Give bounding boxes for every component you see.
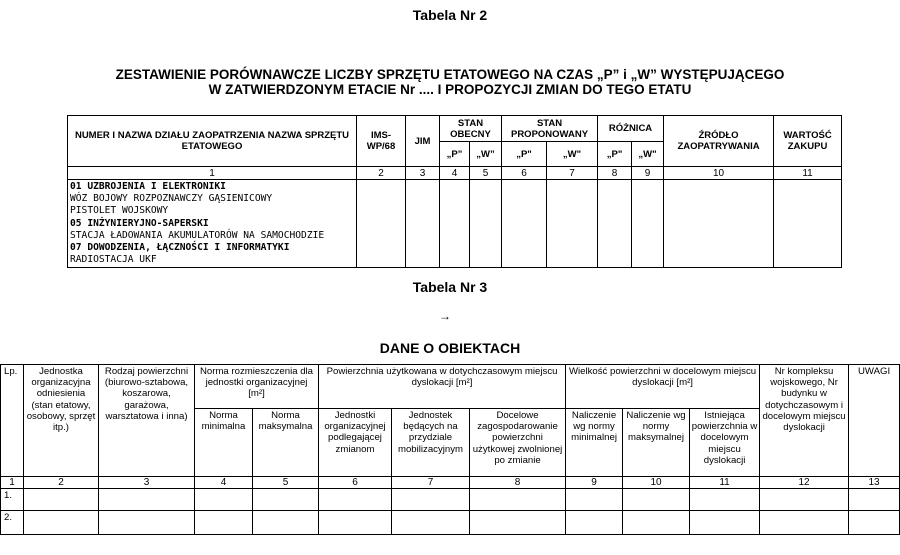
t3-colnum: 10 [623,477,690,489]
t2-header-roznica: RÓŻNICA [598,116,664,142]
t3-colnum: 3 [99,477,195,489]
t3-header-rodzaj: Rodzaj powierzchni (biurowo-sztabowa, koszarowa, garażowa, warsztatowa i inna) [99,365,195,477]
t2-cell [406,180,440,268]
t3-header-nal-max: Naliczenie wg normy maksymalnej [623,409,690,477]
t2-cell [664,180,774,268]
t2-header-w3: „W" [632,142,664,167]
t3-cell [690,489,760,511]
t3-colnum: 7 [392,477,470,489]
t3-header-nal-min: Naliczenie wg normy minimalnej [566,409,623,477]
t2-header-ims: IMS-WP/68 [357,116,406,167]
t2-cell [502,180,547,268]
t2-cell [598,180,632,268]
t3-cell [195,489,253,511]
t2-cell [470,180,502,268]
t3-header-jedn-mob: Jednostek będących na przydziale mobilizacyjnym [392,409,470,477]
table2 [67,115,842,268]
t3-header-lp: Lp. [1,365,24,477]
t2-colnum: 7 [547,167,598,180]
table3-title: Tabela Nr 3 [412,279,488,295]
t3-header-norma: Norma rozmieszczenia dla jednostki organizacyjnej [m²] [195,365,319,409]
t2-equipment-item: PISTOLET WOJSKOWY [70,205,169,217]
t3-cell [760,489,849,511]
t3-cell [99,511,195,535]
t3-colnum: 2 [24,477,99,489]
t3-cell [623,511,690,535]
t2-cell [632,180,664,268]
t2-header-stan-obecny: STAN OBECNY [440,116,502,142]
t3-colnum: 11 [690,477,760,489]
t3-cell [392,489,470,511]
table2-heading-line1: ZESTAWIENIE PORÓWNAWCZE LICZBY SPRZĘTU ETATOWEGO NA CZAS „P” i „W” WYSTĘPUJĄCEGO [115,67,785,82]
table2-title: Tabela Nr 2 [412,7,488,23]
t3-header-pow-dotychczas: Powierzchnia użytkowana w dotychczasowym miejscu dyslokacji [m²] [319,365,566,409]
t3-header-jedn-org: Jednostki organizacyjnej podlegającej zmianom [319,409,392,477]
t3-row-number: 1. [1,489,24,511]
t3-cell [623,489,690,511]
t3-header-jednostka: Jednostka organizacyjna odniesienia (stan etatowy, osobowy, sprzęt itp.) [24,365,99,477]
t3-cell [24,489,99,511]
t3-cell [319,511,392,535]
t2-header-w1: „W” [470,142,502,167]
t3-header-nr-kompleksu: Nr kompleksu wojskowego, Nr budynku w dotychczasowym i docelowym miejscu dyslokacji [760,365,849,477]
t3-colnum: 1 [1,477,24,489]
t2-section-item: 07 DOWODZENIA, ŁĄCZNOŚCI I INFORMATYKI [70,242,290,254]
t3-cell [470,511,566,535]
t3-cell [849,489,900,511]
t2-header-jim: JIM [406,116,440,167]
t3-cell [319,489,392,511]
t2-section-item: 05 INŻYNIERYJNO-SAPERSKI [70,217,209,229]
t2-colnum: 6 [502,167,547,180]
t2-equipment-item: STACJA ŁADOWANIA AKUMULATORÓW NA SAMOCHODZIE [70,229,325,241]
t2-equipment-item: RADIOSTACJA UKF [70,254,157,266]
t2-header-zrodlo: ŹRÓDŁO ZAOPATRYWANIA [664,116,774,167]
table2-heading-line2: W ZATWIERDZONYM ETACIE Nr .... I PROPOZYCJI ZMIAN DO TEGO ETATU [208,82,692,97]
t3-colnum: 9 [566,477,623,489]
t2-colnum: 4 [440,167,470,180]
t2-header-w2: „W" [547,142,598,167]
t2-cell [440,180,470,268]
t3-cell [566,489,623,511]
t2-section-item: 01 UZBROJENIA I ELEKTRONIKI [70,181,226,192]
t3-colnum: 5 [253,477,319,489]
t3-cell [470,489,566,511]
t2-header-p1: „P” [440,142,470,167]
t3-header-uwagi: UWAGI [849,365,900,477]
table2-heading [60,67,840,97]
t2-header-p3: „P" [598,142,632,167]
table3 [0,364,900,535]
t3-cell [760,511,849,535]
table-row [1,489,900,511]
t2-cell [774,180,842,268]
t3-header-norma-min: Norma minimalna [195,409,253,477]
t2-equipment-list [68,180,357,268]
t3-cell [99,489,195,511]
t3-colnum: 6 [319,477,392,489]
t3-cell [392,511,470,535]
table-row [1,511,900,535]
t2-colnum: 1 [68,167,357,180]
t2-cell [547,180,598,268]
t3-cell [849,511,900,535]
t3-header-wielkosc: Wielkość powierzchni w docelowym miejscu dyslokacji [m²] [566,365,760,409]
t2-colnum: 10 [664,167,774,180]
table3-heading: DANE O OBIEKTACH [379,340,521,356]
t3-cell [566,511,623,535]
t2-colnum: 9 [632,167,664,180]
t3-header-docelowe: Docelowe zagospodarowanie powierzchni użytkowej zwolnionej po zmianie [470,409,566,477]
t3-colnum: 12 [760,477,849,489]
t2-colnum: 8 [598,167,632,180]
t3-row-number: 2. [1,511,24,535]
t2-header-stan-proponowany: STAN PROPONOWANY [502,116,598,142]
t2-header-p2: „P" [502,142,547,167]
t3-colnum: 4 [195,477,253,489]
t3-cell [24,511,99,535]
t2-colnum: 2 [357,167,406,180]
t3-cell [253,511,319,535]
t2-colnum: 5 [470,167,502,180]
t2-colnum: 3 [406,167,440,180]
t2-cell [357,180,406,268]
t2-header-name: NUMER I NAZWA DZIAŁU ZAOPATRZENIA NAZWA SPRZĘTU ETATOWEGO [68,116,357,167]
t3-header-norma-max: Norma maksymalna [253,409,319,477]
t3-cell [195,511,253,535]
arrow-mark: → [439,309,451,323]
t2-header-wartosc: WARTOŚĆ ZAKUPU [774,116,842,167]
t3-colnum: 13 [849,477,900,489]
t3-header-istniejaca: Istniejąca powierzchnia w docelowym miejscu dyslokacji [690,409,760,477]
t2-colnum: 11 [774,167,842,180]
t3-cell [690,511,760,535]
t2-equipment-item: WÓZ BOJOWY ROZPOZNAWCZY GĄSIENICOWY [70,193,273,205]
t3-colnum: 8 [470,477,566,489]
t3-cell [253,489,319,511]
